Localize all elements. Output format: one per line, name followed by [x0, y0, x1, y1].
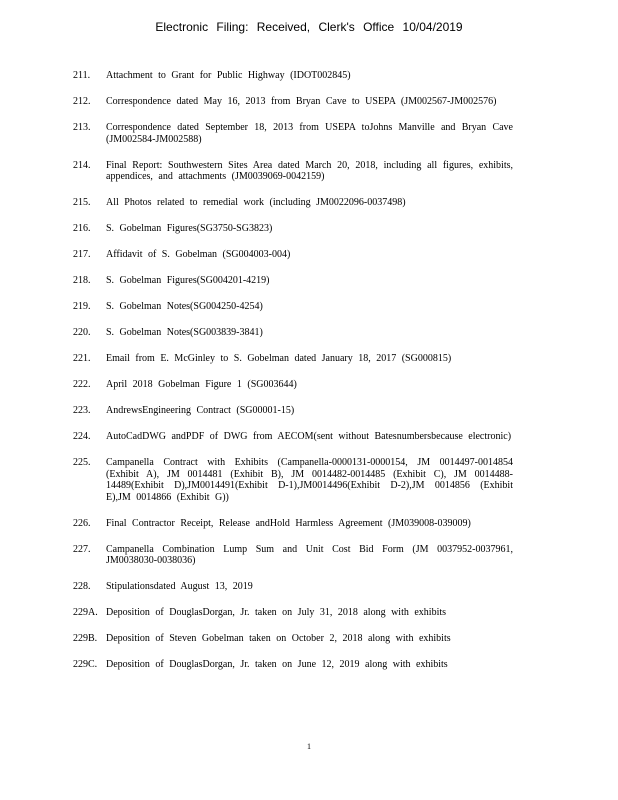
item-number: 223. [73, 405, 91, 416]
item-number: 218. [73, 275, 91, 286]
list-item [73, 581, 513, 593]
item-text: All Photos related to remedial work (including JM0022096-0037498) [106, 197, 406, 208]
list-item [73, 223, 513, 235]
item-text: S. Gobelman Figures(SG004201-4219) [106, 275, 270, 286]
list-item [73, 607, 513, 619]
item-text: Deposition of Steven Gobelman taken on October 2, 2018 along with exhibits [106, 633, 451, 644]
item-text: AutoCadDWG andPDF of DWG from AECOM(sent without Batesnumbersbecause electronic) [106, 431, 512, 442]
list-item [73, 405, 513, 417]
item-number: 229B. [73, 633, 98, 644]
list-item [73, 96, 513, 108]
item-number: 227. [73, 543, 91, 555]
list-item [73, 379, 513, 391]
item-number: 217. [73, 249, 91, 260]
item-number: 221. [73, 353, 91, 364]
list-item [73, 301, 513, 313]
item-number: 219. [73, 301, 91, 312]
item-number: 215. [73, 197, 91, 208]
list-item [73, 353, 513, 365]
list-item [73, 70, 513, 82]
item-text: S. Gobelman Notes(SG004250-4254) [106, 301, 263, 312]
list-item [73, 249, 513, 261]
item-text: Final Report: Southwestern Sites Area dated March 20, 2018, including all figures, exhibits, appendices, and attachments (JM0039069-0042159) [106, 159, 513, 182]
item-text: Correspondence dated September 18, 2013 from USEPA toJohns Manville and Bryan Cave (JM002584-JM002588) [106, 122, 513, 145]
item-number: 222. [73, 379, 91, 390]
exhibit-list [73, 70, 513, 685]
item-text: Correspondence dated May 16, 2013 from Bryan Cave to USEPA (JM002567-JM002576) [106, 96, 497, 107]
list-item [73, 122, 513, 145]
item-text: Final Contractor Receipt, Release andHold Harmless Agreement (JM039008-039009) [106, 517, 471, 529]
item-text: Email from E. McGinley to S. Gobelman dated January 18, 2017 (SG000815) [106, 353, 452, 364]
item-text: Deposition of DouglasDorgan, Jr. taken on June 12, 2019 along with exhibits [106, 659, 448, 670]
item-text: AndrewsEngineering Contract (SG00001-15) [106, 405, 295, 416]
item-number: 211. [73, 70, 91, 81]
item-text: Campanella Combination Lump Sum and Unit Cost Bid Form (JM 0037952-0037961, JM0038030-0038036) [106, 543, 513, 566]
item-text: Campanella Contract with Exhibits (Campanella-0000131-0000154, JM 0014497-0014854 (Exhibit A), JM 0014481 (Exhibit B), JM 0014482-0014485 (Exhibit C), JM 0014488-14489(Exhibit D),JM0014491(Exhibit D-1),JM0014496(Exhibit D-2),JM 0014856 (Exhibit E),JM 0014866 (Exhibit G)) [106, 457, 513, 503]
item-number: 228. [73, 581, 91, 592]
item-text: Attachment to Grant for Public Highway (IDOT002845) [106, 70, 351, 81]
page-number: 1 [307, 742, 311, 751]
item-text: Stipulationsdated August 13, 2019 [106, 581, 253, 592]
list-item [73, 659, 513, 671]
item-number: 212. [73, 96, 91, 107]
item-number: 214. [73, 159, 91, 171]
list-item [73, 275, 513, 287]
item-number: 216. [73, 223, 91, 234]
list-item [73, 431, 513, 443]
list-item [73, 160, 513, 183]
item-number: 220. [73, 327, 91, 338]
item-text: S. Gobelman Figures(SG3750-SG3823) [106, 223, 273, 234]
item-text: Deposition of DouglasDorgan, Jr. taken on July 31, 2018 along with exhibits [106, 607, 447, 618]
item-number: 229A. [73, 607, 98, 618]
item-number: 226. [73, 517, 91, 529]
list-item [73, 544, 513, 567]
item-number: 224. [73, 431, 91, 442]
item-text: April 2018 Gobelman Figure 1 (SG003644) [106, 379, 297, 390]
filing-header: Electronic Filing: Received, Clerk's Office 10/04/2019 [155, 20, 463, 34]
list-item [73, 327, 513, 339]
list-item [73, 518, 513, 530]
list-item [73, 457, 513, 503]
list-item [73, 197, 513, 209]
item-text: Affidavit of S. Gobelman (SG004003-004) [106, 249, 291, 260]
item-number: 225. [73, 457, 91, 468]
item-number: 229C. [73, 659, 98, 670]
item-text: S. Gobelman Notes(SG003839-3841) [106, 327, 263, 338]
item-number: 213. [73, 122, 91, 133]
list-item [73, 633, 513, 645]
